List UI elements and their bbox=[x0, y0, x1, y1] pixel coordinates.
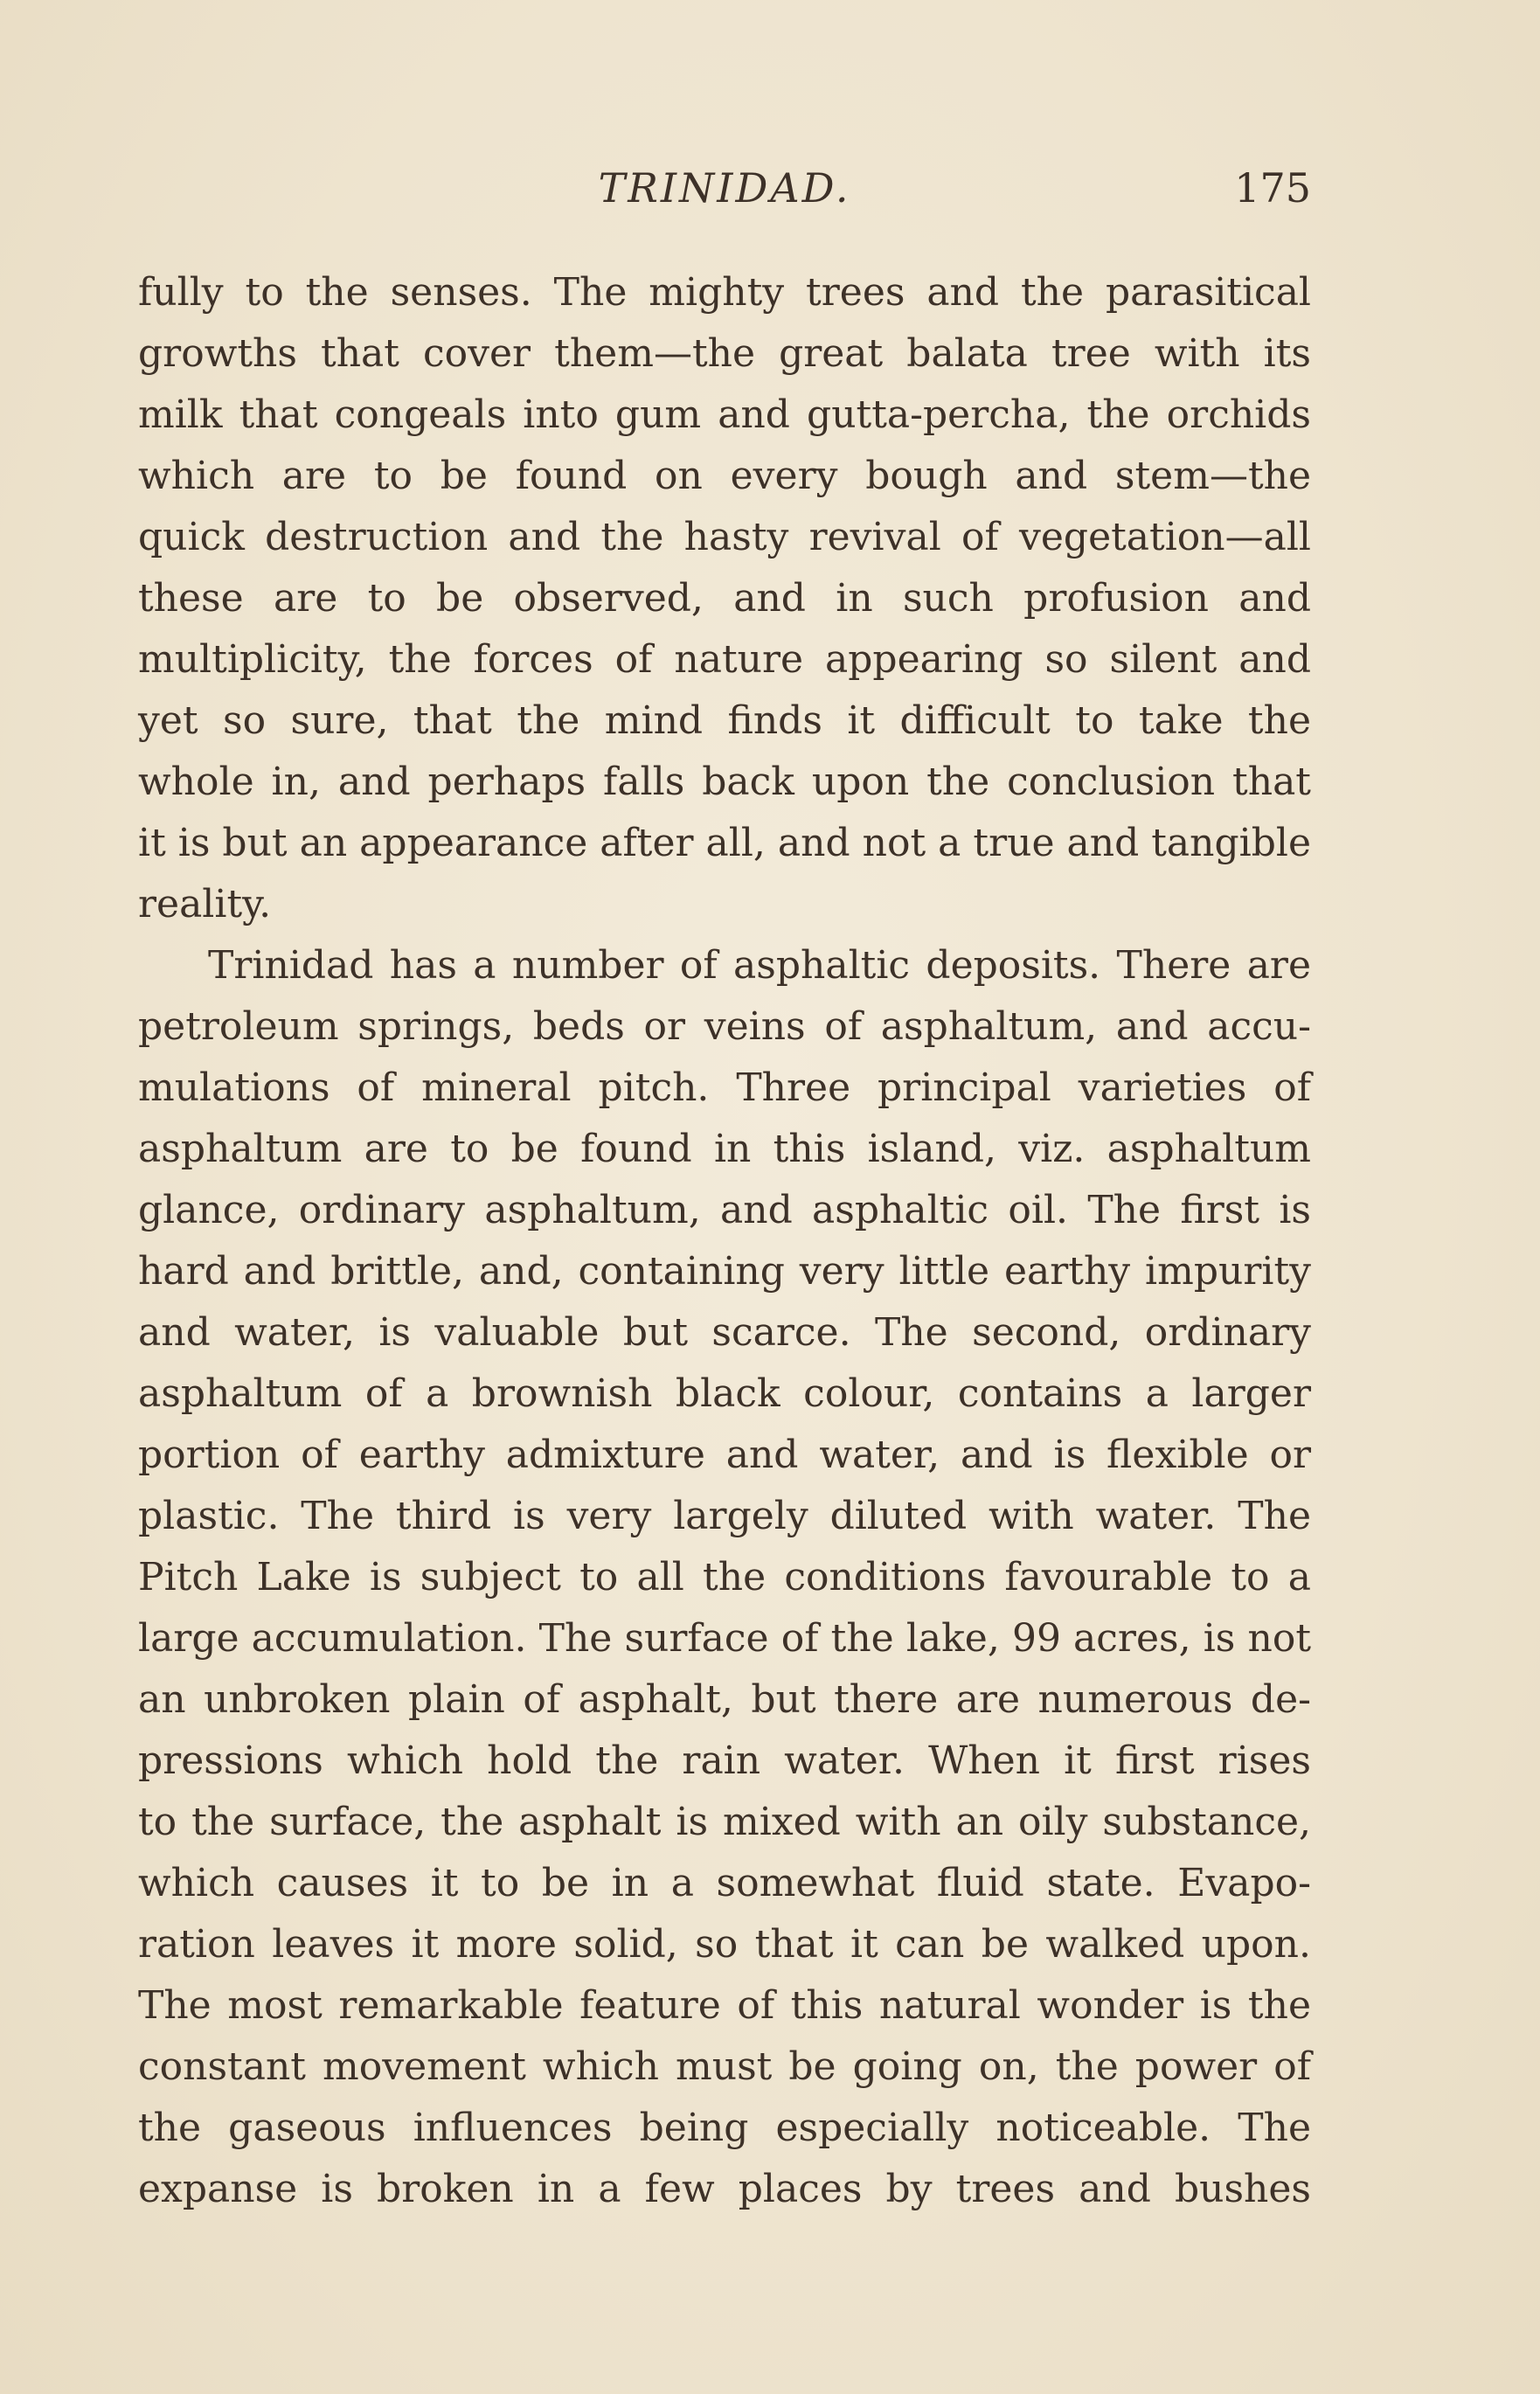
text-line: yet so sure, that the mind finds it difficult to take the bbox=[138, 698, 1311, 743]
text-line: to the surface, the asphalt is mixed with an oily substance, bbox=[138, 1800, 1311, 1844]
text-line: constant movement which must be going on, the power of bbox=[138, 2044, 1311, 2089]
text-line: asphaltum are to be found in this island, viz. asphaltum bbox=[138, 1127, 1311, 1171]
text-line: Pitch Lake is subject to all the conditions favourable to a bbox=[138, 1555, 1311, 1599]
running-title: TRINIDAD. bbox=[598, 164, 851, 212]
text-line: milk that congeals into gum and gutta-percha, the orchids bbox=[138, 392, 1311, 437]
paragraph-end-line: reality. bbox=[138, 882, 272, 926]
text-line: portion of earthy admixture and water, and is flexible or bbox=[138, 1433, 1311, 1477]
text-line: glance, ordinary asphaltum, and asphaltic oil. The first is bbox=[138, 1188, 1311, 1232]
running-head bbox=[138, 157, 1311, 219]
text-line: asphaltum of a brownish black colour, contains a larger bbox=[138, 1371, 1311, 1416]
text-line: multiplicity, the forces of nature appearing so silent and bbox=[138, 637, 1311, 682]
text-line: the gaseous influences being especially noticeable. The bbox=[138, 2106, 1311, 2150]
text-line: these are to be observed, and in such profusion and bbox=[138, 576, 1311, 621]
text-line: quick destruction and the hasty revival of vegetation—all bbox=[138, 515, 1311, 559]
text-line: The most remarkable feature of this natural wonder is the bbox=[138, 1983, 1311, 2028]
text-line: expanse is broken in a few places by trees and bushes bbox=[138, 2167, 1311, 2211]
text-line: which causes it to be in a somewhat fluid state. Evapo- bbox=[138, 1861, 1311, 1905]
text-line: fully to the senses. The mighty trees and the parasitical bbox=[138, 270, 1311, 315]
text-line: pressions which hold the rain water. When it first rises bbox=[138, 1738, 1311, 1783]
text-line: plastic. The third is very largely diluted with water. The bbox=[138, 1494, 1311, 1538]
text-line: it is but an appearance after all, and not a true and tangible bbox=[138, 821, 1311, 865]
body-text bbox=[138, 262, 1311, 2220]
text-line: petroleum springs, beds or veins of asphaltum, and accu- bbox=[138, 1004, 1311, 1049]
text-line: ration leaves it more solid, so that it can be walked upon. bbox=[138, 1922, 1311, 1967]
text-line: growths that cover them—the great balata tree with its bbox=[138, 331, 1311, 376]
text-line: whole in, and perhaps falls back upon the conclusion that bbox=[138, 760, 1311, 804]
page-number: 175 bbox=[1234, 164, 1311, 212]
text-line: and water, is valuable but scarce. The second, ordinary bbox=[138, 1310, 1311, 1355]
paragraph-start-line: Trinidad has a number of asphaltic deposits. There are bbox=[208, 943, 1311, 988]
text-line: mulations of mineral pitch. Three principal varieties of bbox=[138, 1065, 1311, 1110]
text-line: large accumulation. The surface of the lake, 99 acres, is not bbox=[138, 1616, 1311, 1661]
text-line: an unbroken plain of asphalt, but there are numerous de- bbox=[138, 1677, 1311, 1722]
text-line: which are to be found on every bough and stem—the bbox=[138, 454, 1311, 498]
text-line: hard and brittle, and, containing very little earthy impurity bbox=[138, 1249, 1311, 1294]
